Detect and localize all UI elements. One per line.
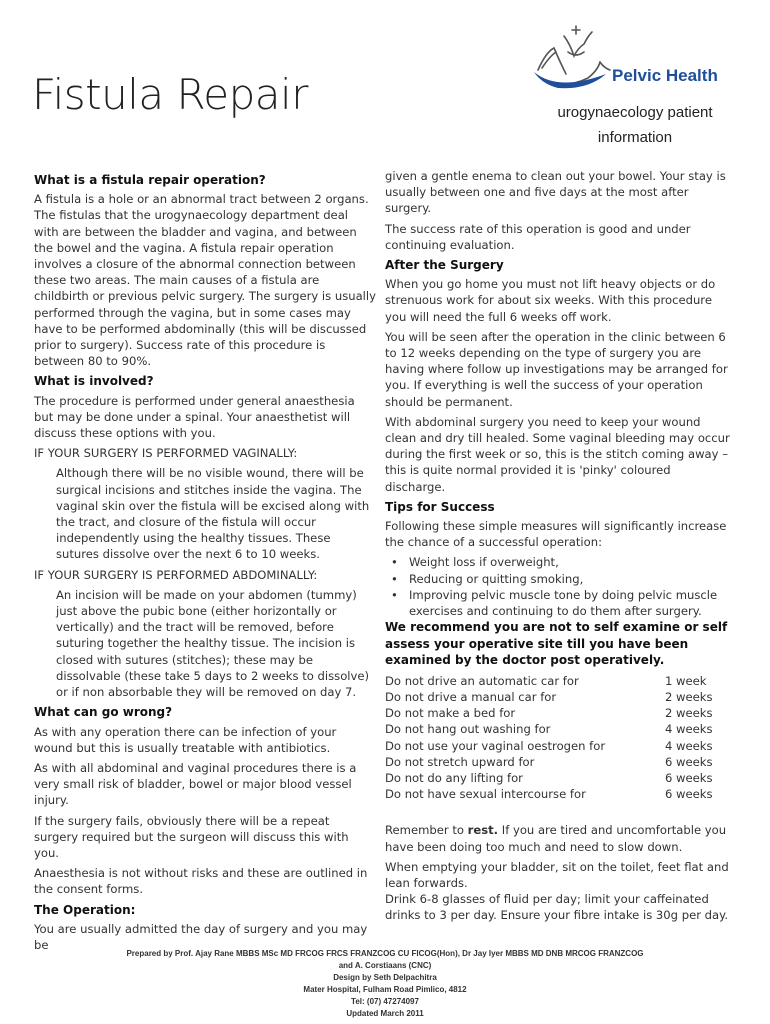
paragraph: As with any operation there can be infection of your wound but this is usually treatable with antibiotics. xyxy=(34,724,337,755)
subtitle-line: information xyxy=(597,129,673,146)
heading-involved: What is involved? xyxy=(34,374,154,389)
rest-pre: Remember to xyxy=(385,823,468,838)
footer-line: and A. Corstiaans (CNC) xyxy=(338,961,432,970)
table-row xyxy=(385,770,715,786)
paragraph: When you go home you must not lift heavy objects or do strenuous work for about six weeks. With this procedure you will need the full 6 weeks off work. xyxy=(385,277,716,324)
page-title: Fistula Repair xyxy=(32,70,308,119)
table-row xyxy=(385,705,715,721)
activity: Do not hang out washing for xyxy=(385,722,551,737)
heading-operation: The Operation: xyxy=(34,902,136,917)
footer-line: Tel: (07) 47274097 xyxy=(351,997,419,1006)
period: 6 weeks xyxy=(665,787,713,802)
table-row xyxy=(385,754,715,770)
period: 4 weeks xyxy=(665,722,713,737)
footer-line: Updated March 2011 xyxy=(346,1009,424,1018)
paragraph: When emptying your bladder, sit on the toilet, feet flat and lean forwards. xyxy=(385,859,729,891)
period: 2 weeks xyxy=(665,706,713,721)
right-column xyxy=(385,168,730,928)
period: 6 weeks xyxy=(665,771,713,785)
table-row xyxy=(385,689,715,705)
footer-line: Design by Seth Delpachitra xyxy=(333,973,437,982)
table-row xyxy=(385,673,715,689)
paragraph: The procedure is performed under general anaesthesia but may be done under a spinal. Your anaesthetist will discuss these options with you. xyxy=(34,393,355,441)
heading-what-is: What is a fistula repair operation? xyxy=(34,173,266,187)
paragraph: given a gentle enema to clean out your bowel. Your stay is usually between one and five days at the most after surgery. xyxy=(385,169,726,216)
period: 2 weeks xyxy=(665,689,713,704)
rest-post: If you are tired and uncomfortable you have been doing too much and need to slow down. xyxy=(385,823,727,854)
period: 1 week xyxy=(665,673,707,688)
subtitle xyxy=(540,100,730,150)
activity: Do not do any lifting for xyxy=(385,771,523,785)
list-item: • Improving pelvic muscle tone by doing pelvic muscle exercises and continuing to do them after surgery. xyxy=(385,587,730,619)
activity: Do not drive a manual car for xyxy=(385,689,557,704)
paragraph: You will be seen after the operation in the clinic between 6 to 12 weeks depending on the type of surgery you are having where follow up investigations may be arranged for you. If everything is well the success of your operation should be permanent. xyxy=(385,329,728,409)
subheading-vaginal: IF YOUR SURGERY IS PERFORMED VAGINALLY: xyxy=(34,446,298,461)
activity: Do not use your vaginal oestrogen for xyxy=(385,738,606,753)
footer-line: Prepared by Prof. Ajay Rane MBBS MSc MD FRCOG FRCS FRANZCOG CU FICOG(Hon), Dr Jay Iyer MBBS MD DNB MRCOG FRANZCOG xyxy=(126,949,644,958)
paragraph: Although there will be no visible wound, there will be surgical incisions and stitches inside the vagina. The vaginal skin over the fistula will be excised along with the tract, and closure of the fistula will occur independently using the healthy tissues. These sutures dissolve over the next 6 to 10 weeks. xyxy=(56,466,370,562)
activity: Do not have sexual intercourse for xyxy=(385,787,586,802)
period: 4 weeks xyxy=(665,738,713,753)
subheading-abdominal: IF YOUR SURGERY IS PERFORMED ABDOMINALLY: xyxy=(34,567,318,582)
paragraph: With abdominal surgery you need to keep your wound clean and dry till healed. Some vaginal bleeding may occur during the first week or so, this is the stitch coming away – this is quite normal provided it is 'pinky' coloured discharge. xyxy=(385,414,730,494)
restrictions-table xyxy=(385,673,715,803)
paragraph: As with all abdominal and vaginal procedures there is a very small risk of bladder, bowel or major blood vessel injury. xyxy=(34,760,357,808)
paragraph: The success rate of this operation is good and under continuing evaluation. xyxy=(385,221,691,252)
paragraph: Following these simple measures will significantly increase the chance of a successful operation: xyxy=(385,519,727,550)
paragraph: Drink 6-8 glasses of fluid per day; limit your caffeinated drinks to 3 per day. Ensure your fibre intake is 30g per day. xyxy=(385,892,729,923)
paragraph-rest xyxy=(385,822,730,854)
activity: Do not stretch upward for xyxy=(385,754,535,769)
recommendation: We recommend you are not to self examine or self assess your operative site till you have been examined by the doctor post operatively. xyxy=(385,620,728,668)
paragraph: If the surgery fails, obviously there will be a repeat surgery required but the surgeon will discuss this with you. xyxy=(34,813,349,860)
heading-tips: Tips for Success xyxy=(385,499,495,514)
list-item: • Reducing or quitting smoking, xyxy=(385,571,730,587)
activity: Do not make a bed for xyxy=(385,706,516,721)
left-column xyxy=(34,168,376,957)
paragraph: You are usually admitted the day of surgery and you may be xyxy=(34,921,368,952)
table-row xyxy=(385,786,715,802)
paragraph: A fistula is a hole or an abnormal tract between 2 organs. The fistulas that the urogynaecology department deal with are between the bladder and vagina, and between the bowel and the vagina. A fistula repair operation involves a closure of the abnormal connection between these two areas. The main causes of a fistula are childbirth or previous pelvic surgery. The surgery is usually performed through the vagina, but in some cases may have to be performed abdominally (this will be discussed prior to surgery). Success rate of this procedure is between 80 to 90%. xyxy=(34,192,376,369)
tips-list xyxy=(385,554,730,619)
paragraph: Anaesthesia is not without risks and these are outlined in the consent forms. xyxy=(34,866,368,897)
brand-name: Pelvic Health xyxy=(612,66,718,85)
list-item: • Weight loss if overweight, xyxy=(385,554,730,570)
footer xyxy=(60,948,710,1020)
table-row xyxy=(385,738,715,754)
subtitle-line: urogynaecology patient xyxy=(557,104,713,121)
period: 6 weeks xyxy=(665,754,713,769)
activity: Do not drive an automatic car for xyxy=(385,673,579,688)
heading-what-can-go-wrong: What can go wrong? xyxy=(34,705,173,720)
paragraph: An incision will be made on your abdomen (tummy) just above the pubic bone (either horizontally or vertically) and the tract will be removed, before suturing together the healthy tissue. The incision is closed with sutures (stitches); these may be dissolvable (these take 5 days to 2 weeks to dissolve) or if non absorbable they will be removed on day 7. xyxy=(56,587,370,700)
footer-line: Mater Hospital, Fulham Road Pimlico, 4812 xyxy=(303,985,467,994)
table-row xyxy=(385,721,715,737)
rest-bold: rest. xyxy=(467,823,499,838)
heading-after-surgery: After the Surgery xyxy=(385,258,504,273)
